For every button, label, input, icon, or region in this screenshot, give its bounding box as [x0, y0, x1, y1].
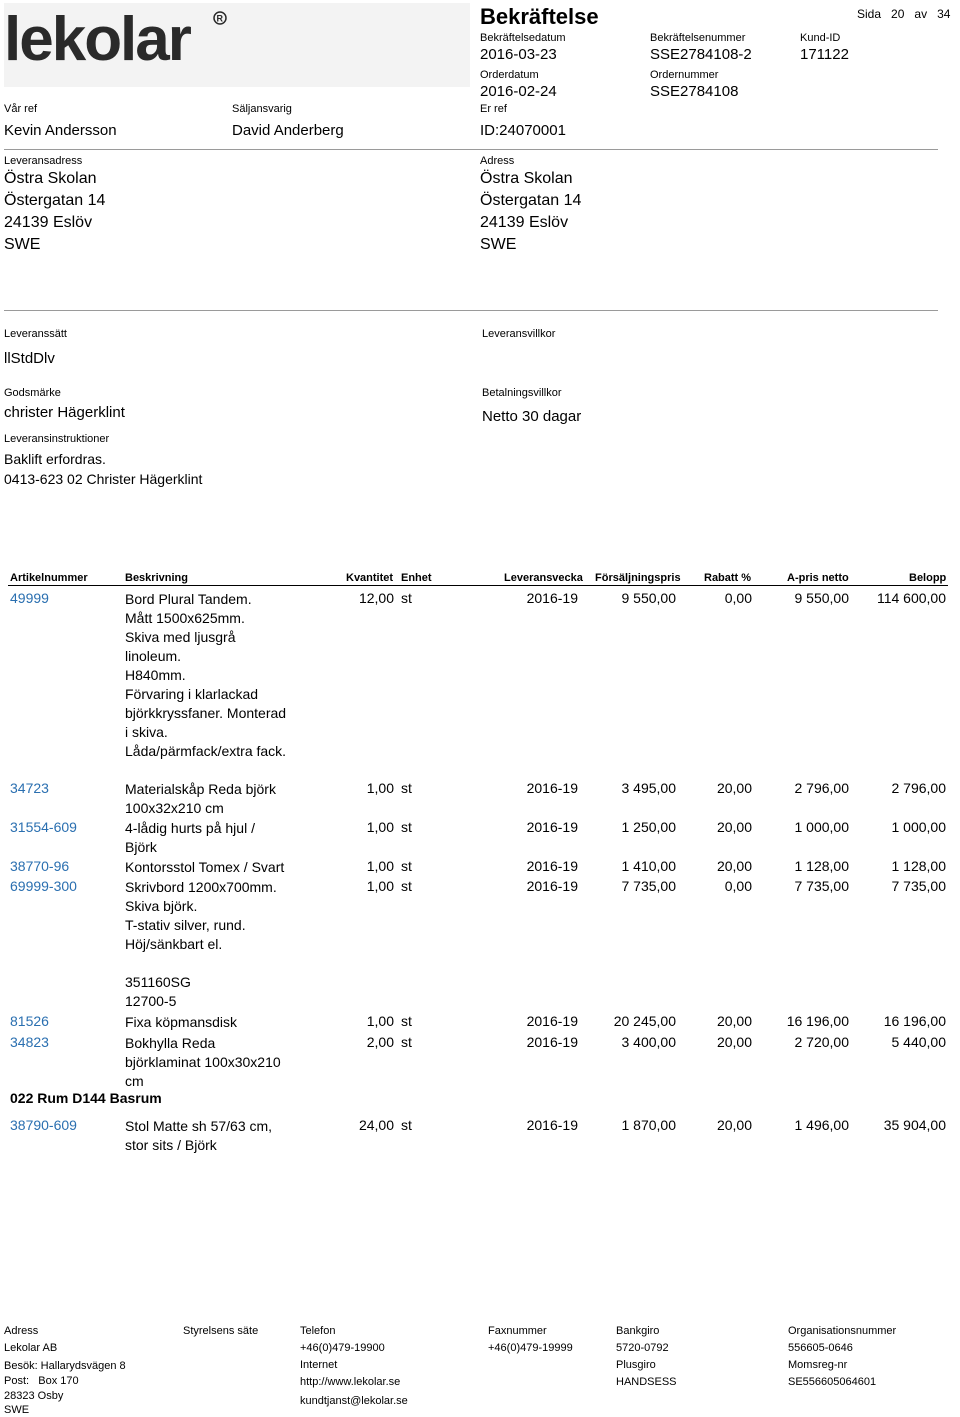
instructions-line-1: Baklift erfordras. — [4, 451, 106, 467]
row-price: 1 250,00 — [621, 819, 676, 835]
customer-id: 171122 — [800, 46, 849, 63]
col-description: Beskrivning — [125, 572, 188, 584]
footer-phone: +46(0)479-19900 — [300, 1342, 385, 1354]
footer-plusgiro: HANDSESS — [616, 1376, 677, 1388]
delivery-method-label: Leveranssätt — [4, 328, 67, 340]
description-line: Stol Matte sh 57/63 cm, — [125, 1118, 273, 1134]
description-line: Skiva björk. — [125, 898, 198, 914]
row-delivery-week: 2016-19 — [526, 878, 578, 894]
row-quantity: 2,00 — [366, 1034, 394, 1050]
confirm-number: SSE2784108-2 — [650, 46, 752, 63]
row-price: 1 870,00 — [621, 1117, 676, 1133]
footer-country: SWE — [4, 1404, 30, 1416]
row-description — [125, 878, 277, 1011]
row-delivery-week: 2016-19 — [526, 1117, 578, 1133]
row-discount: 0,00 — [724, 590, 752, 606]
col-quantity: Kvantitet — [346, 572, 394, 584]
row-delivery-week: 2016-19 — [526, 1013, 578, 1029]
row-delivery-week: 2016-19 — [526, 590, 578, 606]
description-line: Mått 1500x625mm. — [125, 610, 245, 626]
footer-vat: SE556605064601 — [788, 1376, 877, 1388]
row-quantity: 1,00 — [366, 858, 394, 874]
group-label: 022 Rum D144 Basrum — [10, 1090, 162, 1106]
row-unit: st — [401, 858, 412, 874]
row-amount: 114 600,00 — [876, 590, 946, 606]
delivery-method: llStdDlv — [4, 350, 55, 367]
description-line: Björk — [125, 839, 157, 855]
row-amount: 1 000,00 — [891, 819, 946, 835]
col-net-price: A-pris netto — [787, 572, 849, 584]
description-line: björkkryssfaner. Monterad — [125, 705, 287, 721]
description-line: Höj/sänkbart el. — [125, 936, 223, 952]
description-line: Kontorsstol Tomex / Svart — [125, 859, 285, 875]
description-line: Bokhylla Reda — [125, 1035, 216, 1051]
description-line: H840mm. — [125, 667, 186, 683]
address-line: 24139 Eslöv — [480, 214, 569, 231]
description-line: Materialskåp Reda björk — [125, 781, 276, 797]
row-unit: st — [401, 1117, 412, 1133]
footer-visit: Besök: Hallarydsvägen 8 — [4, 1360, 126, 1372]
row-article-number[interactable]: 34823 — [10, 1034, 49, 1050]
row-net-price: 9 550,00 — [794, 590, 849, 606]
instructions-label: Leveransinstruktioner — [4, 433, 110, 445]
description-line: 4-lådig hurts på hjul / — [125, 820, 255, 836]
row-discount: 20,00 — [716, 1013, 752, 1029]
footer-bankgiro-label: Bankgiro — [616, 1325, 660, 1337]
customer-id-label: Kund-ID — [800, 32, 841, 44]
row-net-price: 1 128,00 — [794, 858, 849, 874]
delivery-address-block — [4, 168, 105, 256]
svg-text:R: R — [216, 13, 223, 24]
payment-terms-label: Betalningsvillkor — [482, 387, 562, 399]
header-divider — [4, 149, 938, 150]
address-divider — [4, 310, 938, 311]
col-price: Försäljningspris — [595, 572, 681, 584]
delivery-terms-label: Leveransvillkor — [482, 328, 556, 340]
order-number-label: Ordernummer — [650, 69, 719, 81]
description-line — [125, 954, 277, 973]
payment-terms: Netto 30 dagar — [482, 408, 582, 425]
description-line: Skrivbord 1200x700mm. — [125, 879, 277, 895]
table-header-rule — [8, 585, 948, 586]
page-of: av — [914, 7, 928, 21]
delivery-address-label: Leveransadress — [4, 155, 83, 167]
row-quantity: 1,00 — [366, 819, 394, 835]
row-article-number[interactable]: 49999 — [10, 590, 49, 606]
row-quantity: 12,00 — [358, 590, 394, 606]
document-title: Bekräftelse — [480, 4, 599, 29]
row-quantity: 24,00 — [358, 1117, 394, 1133]
row-price: 20 245,00 — [613, 1013, 676, 1029]
row-amount: 5 440,00 — [891, 1034, 946, 1050]
description-line: i skiva. — [125, 724, 168, 740]
order-date: 2016-02-24 — [480, 83, 557, 100]
row-article-number[interactable]: 34723 — [10, 780, 49, 796]
row-description — [125, 1117, 272, 1155]
description-line: 12700-5 — [125, 993, 177, 1009]
row-quantity: 1,00 — [366, 878, 394, 894]
page-label: Sida — [857, 7, 882, 21]
col-discount: Rabatt % — [704, 572, 752, 584]
row-delivery-week: 2016-19 — [526, 780, 578, 796]
row-net-price: 2 796,00 — [794, 780, 849, 796]
our-ref-label: Vår ref — [4, 103, 38, 115]
address-line: SWE — [480, 236, 517, 253]
row-unit: st — [401, 819, 412, 835]
row-net-price: 7 735,00 — [794, 878, 849, 894]
col-amount: Belopp — [909, 572, 947, 584]
row-description — [125, 590, 286, 761]
page-total: 34 — [937, 7, 951, 21]
row-net-price: 16 196,00 — [786, 1013, 849, 1029]
col-delivery-week: Leveransvecka — [504, 572, 583, 584]
footer-address-label: Adress — [4, 1325, 39, 1337]
address-label: Adress — [480, 155, 515, 167]
row-price: 3 495,00 — [621, 780, 676, 796]
footer-fax: +46(0)479-19999 — [488, 1342, 573, 1354]
description-line: Fixa köpmansdisk — [125, 1014, 238, 1030]
description-line: T-stativ silver, rund. — [125, 917, 246, 933]
delivery-address-line: Östergatan 14 — [4, 192, 106, 209]
address-block — [480, 168, 581, 256]
row-unit: st — [401, 1034, 412, 1050]
row-quantity: 1,00 — [366, 1013, 394, 1029]
footer-email-link[interactable]: kundtjanst@lekolar.se — [300, 1395, 408, 1407]
row-amount: 1 128,00 — [891, 858, 946, 874]
row-net-price: 2 720,00 — [794, 1034, 849, 1050]
row-description — [125, 1013, 237, 1032]
row-price: 3 400,00 — [621, 1034, 676, 1050]
delivery-address-line: SWE — [4, 236, 41, 253]
row-amount: 2 796,00 — [891, 780, 946, 796]
order-date-label: Orderdatum — [480, 69, 539, 81]
lekolar-logo — [4, 6, 228, 76]
row-discount: 20,00 — [716, 858, 752, 874]
order-number: SSE2784108 — [650, 83, 739, 100]
row-description — [125, 819, 255, 857]
row-article-number[interactable]: 31554-609 — [10, 819, 77, 835]
row-article-number[interactable]: 38790-609 — [10, 1117, 77, 1133]
footer-post: Post: Box 170 — [4, 1375, 79, 1387]
row-description — [125, 858, 284, 877]
delivery-address-line: 24139 Eslöv — [4, 214, 93, 231]
row-price: 7 735,00 — [621, 878, 676, 894]
row-delivery-week: 2016-19 — [526, 1034, 578, 1050]
row-discount: 20,00 — [716, 1034, 752, 1050]
description-line: Förvaring i klarlackad — [125, 686, 259, 702]
seller: David Anderberg — [232, 122, 344, 139]
goods-mark: christer Hägerklint — [4, 404, 125, 421]
description-line: stor sits / Björk — [125, 1137, 217, 1153]
confirm-date-label: Bekräftelsedatum — [480, 32, 566, 44]
delivery-address-line: Östra Skolan — [4, 170, 97, 187]
row-price: 1 410,00 — [621, 858, 676, 874]
logo-text: lekolar — [4, 6, 190, 74]
description-line: Skiva med ljusgrå — [125, 629, 236, 645]
page-number: 20 — [891, 7, 905, 21]
footer-fax-label: Faxnummer — [488, 1325, 547, 1337]
description-line: Låda/pärmfack/extra fack. — [125, 743, 287, 759]
row-net-price: 1 000,00 — [794, 819, 849, 835]
footer-plusgiro-label: Plusgiro — [616, 1359, 656, 1371]
row-unit: st — [401, 1013, 412, 1029]
description-line: Bord Plural Tandem. — [125, 591, 252, 607]
description-line: linoleum. — [125, 648, 182, 664]
row-price: 9 550,00 — [621, 590, 676, 606]
confirm-date: 2016-03-23 — [480, 46, 557, 63]
page-indicator — [857, 7, 950, 21]
footer-org-label: Organisationsnummer — [788, 1325, 897, 1337]
row-delivery-week: 2016-19 — [526, 858, 578, 874]
address-line: Östra Skolan — [480, 170, 573, 187]
row-article-number[interactable]: 69999-300 — [10, 878, 77, 894]
footer-board-label: Styrelsens säte — [183, 1325, 259, 1337]
row-unit: st — [401, 590, 412, 606]
instructions-line-2: 0413-623 02 Christer Hägerklint — [4, 471, 203, 487]
footer-org: 556605-0646 — [788, 1342, 853, 1354]
footer-web-link[interactable]: http://www.lekolar.se — [300, 1376, 401, 1388]
row-quantity: 1,00 — [366, 780, 394, 796]
address-line: Östergatan 14 — [480, 192, 582, 209]
row-discount: 20,00 — [716, 1117, 752, 1133]
row-article-number[interactable]: 38770-96 — [10, 858, 70, 874]
row-description — [125, 780, 276, 818]
footer-bankgiro: 5720-0792 — [616, 1342, 669, 1354]
row-description — [125, 1034, 281, 1091]
row-discount: 20,00 — [716, 819, 752, 835]
seller-label: Säljansvarig — [232, 103, 292, 115]
row-unit: st — [401, 780, 412, 796]
your-ref: ID:24070001 — [480, 122, 566, 139]
col-unit: Enhet — [401, 572, 432, 584]
footer-vat-label: Momsreg-nr — [788, 1359, 848, 1371]
footer-company: Lekolar AB — [4, 1342, 58, 1354]
goods-mark-label: Godsmärke — [4, 387, 61, 399]
col-article: Artikelnummer — [10, 572, 88, 584]
row-discount: 0,00 — [724, 878, 752, 894]
description-line: 351160SG — [125, 974, 191, 990]
description-line: 100x32x210 cm — [125, 800, 224, 816]
footer-internet-label: Internet — [300, 1359, 338, 1371]
your-ref-label: Er ref — [480, 103, 507, 115]
row-discount: 20,00 — [716, 780, 752, 796]
description-line: björklaminat 100x30x210 — [125, 1054, 281, 1070]
our-ref: Kevin Andersson — [4, 122, 117, 139]
description-line: cm — [125, 1073, 144, 1089]
row-article-number[interactable]: 81526 — [10, 1013, 49, 1029]
row-delivery-week: 2016-19 — [526, 819, 578, 835]
row-amount: 7 735,00 — [891, 878, 946, 894]
row-amount: 35 904,00 — [883, 1117, 946, 1133]
row-net-price: 1 496,00 — [794, 1117, 849, 1133]
row-unit: st — [401, 878, 412, 894]
footer-phone-label: Telefon — [300, 1325, 336, 1337]
confirm-number-label: Bekräftelsenummer — [650, 32, 746, 44]
footer-zip: 28323 Osby — [4, 1390, 64, 1402]
row-amount: 16 196,00 — [883, 1013, 946, 1029]
